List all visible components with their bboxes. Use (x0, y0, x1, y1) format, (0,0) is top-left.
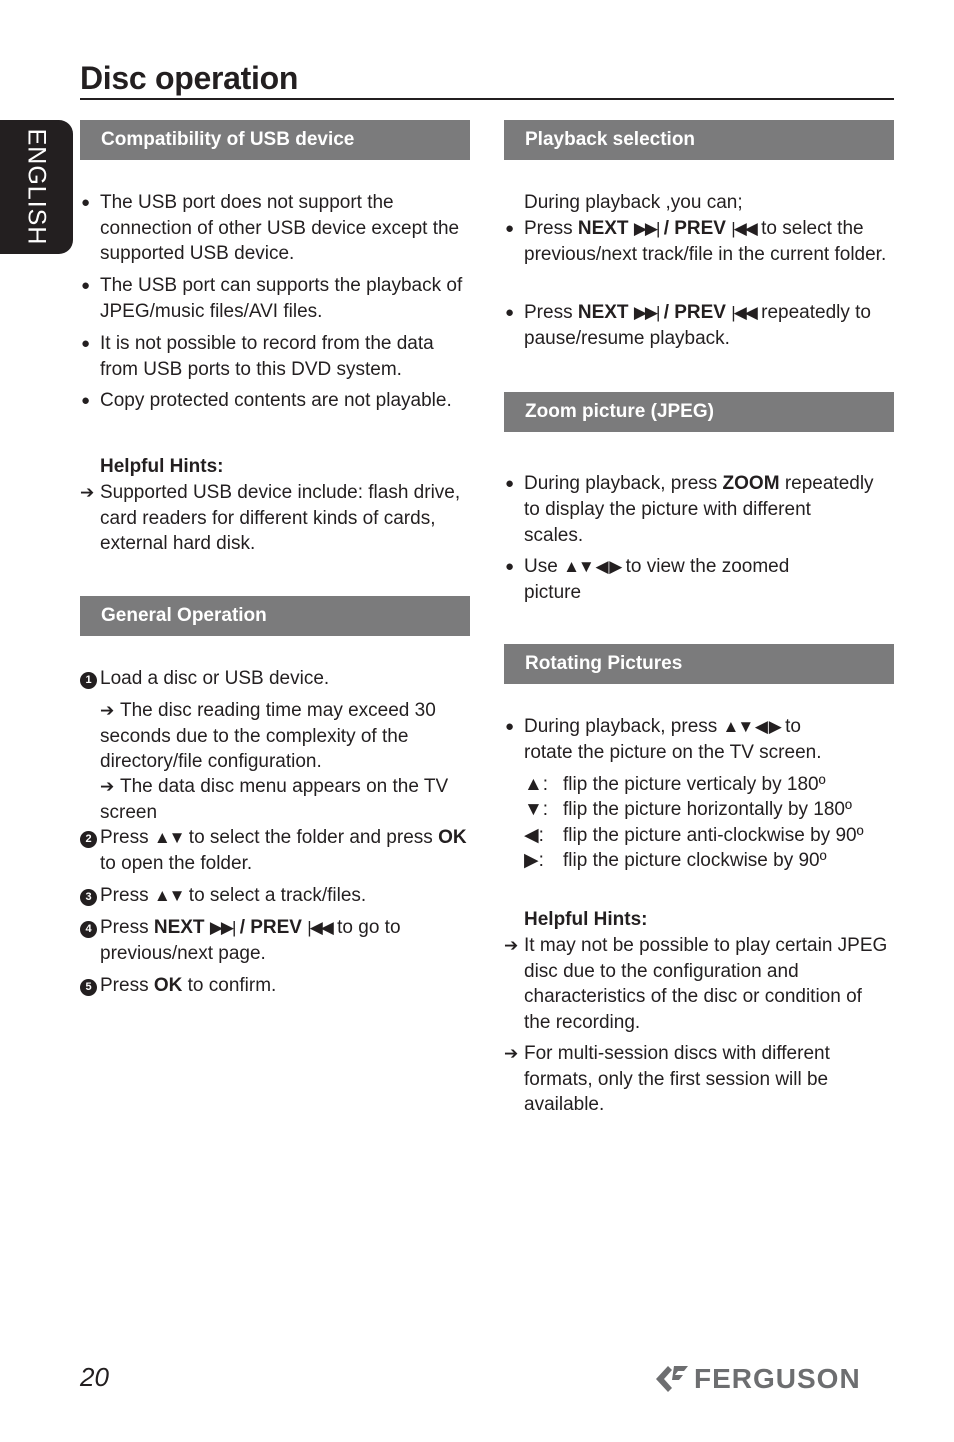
direction-arrows-icon: ▲▼ ◀ ▶ (722, 717, 780, 736)
step-4: Press NEXT ▶▶| / PREV |◀◀ to go to (100, 917, 401, 938)
step-1-note-2: The data disc menu appears on the TV screen (100, 776, 449, 823)
bullet-icon: ● (505, 304, 515, 321)
zoom-item-2: Use ▲▼ ◀ ▶ to view the zoomed (524, 556, 790, 577)
step-3: Press ▲▼ to select a track/files. (100, 885, 367, 906)
bullet-icon: ● (81, 335, 91, 352)
bullet-icon: ● (505, 475, 515, 492)
playback-intro: During playback ,you can; (524, 192, 743, 213)
step-2: Press ▲▼ to select the folder and press OK to open the folder. (100, 827, 467, 874)
usb-item-1: The USB port does not support the connection of other USB device except the supported USB device. (100, 192, 460, 264)
step-5: Press OK to confirm. (100, 975, 277, 996)
flip-up: flip the picture verticaly by 180º (563, 774, 826, 795)
flip-down: flip the picture horizontally by 180º (563, 799, 852, 820)
usb-hint: Supported USB device include: flash drive, card readers for different kinds of cards, external hard disk. (100, 482, 461, 554)
down-arrow-icon: ▼: (524, 799, 549, 820)
bullet-icon: ● (505, 558, 515, 575)
direction-arrows-icon: ▲▼ ◀ ▶ (563, 557, 621, 576)
prev-icon: |◀◀ (731, 303, 756, 322)
usb-item-4: Copy protected contents are not playable. (100, 390, 452, 411)
playback-section-header: Playback selection (504, 120, 894, 160)
rotate-section-header: Rotating Pictures (504, 644, 894, 684)
usb-hints-title: Helpful Hints: (100, 456, 224, 477)
step-4-icon: 4 (80, 921, 97, 938)
playback-item-2: Press NEXT ▶▶| / PREV |◀◀ repeatedly to (524, 302, 871, 323)
next-icon: ▶▶| (209, 918, 235, 937)
zoom-item-1-cont: to display the picture with different scales. (524, 499, 811, 546)
bullet-icon: ● (505, 220, 515, 237)
usb-section-header: Compatibility of USB device (80, 120, 470, 160)
bullet-icon: ● (81, 277, 91, 294)
title-divider (80, 98, 894, 100)
rotate-hint-1: It may not be possible to play certain JPEG disc due to the configuration and characteristics of the disc or condition of the recording. (524, 935, 888, 1033)
language-tab (0, 120, 73, 254)
arrow-icon: ➔ (504, 1044, 519, 1063)
usb-item-2: The USB port can supports the playback of JPEG/music files/AVI files. (100, 275, 463, 322)
next-icon: ▶▶| (633, 303, 659, 322)
step-4-cont: previous/next page. (100, 943, 266, 964)
left-arrow-icon: ◀: (524, 825, 544, 846)
step-5-icon: 5 (80, 979, 97, 996)
up-down-arrows-icon: ▲▼ (153, 886, 184, 905)
prev-icon: |◀◀ (307, 918, 332, 937)
zoom-section-header: Zoom picture (JPEG) (504, 392, 894, 432)
step-1-note-1: The disc reading time may exceed 30 seconds due to the complexity of the directory/file configuration. (100, 700, 436, 772)
bullet-icon: ● (81, 194, 91, 211)
rotate-hint-2: For multi-session discs with different formats, only the first session will be available. (524, 1043, 830, 1115)
step-3-icon: 3 (80, 889, 97, 906)
rotate-item: During playback, press ▲▼ ◀ ▶ to (524, 716, 801, 737)
rotate-item-cont: rotate the picture on the TV screen. (524, 742, 822, 763)
page-title: Disc operation (80, 60, 299, 96)
arrow-icon: ➔ (100, 777, 115, 796)
page-number: 20 (80, 1362, 109, 1392)
next-icon: ▶▶| (633, 219, 659, 238)
step-1: Load a disc or USB device. (100, 668, 330, 689)
zoom-item-1: During playback, press ZOOM repeatedly (524, 473, 874, 494)
language-tab-label: ENGLISH (22, 128, 51, 246)
flip-right: flip the picture clockwise by 90º (563, 850, 827, 871)
flip-left: flip the picture anti-clockwise by 90º (563, 825, 864, 846)
prev-icon: |◀◀ (731, 219, 756, 238)
brand-name: FERGUSON (694, 1363, 861, 1394)
usb-item-3: It is not possible to record from the data from USB ports to this DVD system. (100, 333, 434, 380)
bullet-icon: ● (81, 392, 91, 409)
rotate-hints-title: Helpful Hints: (524, 909, 648, 930)
ferguson-logo-icon (654, 1362, 690, 1396)
arrow-icon: ➔ (80, 483, 95, 502)
playback-item-1-cont: previous/next track/file in the current folder. (524, 244, 887, 265)
playback-item-2-cont: pause/resume playback. (524, 328, 730, 349)
ferguson-logo (654, 1362, 894, 1396)
step-1-icon: 1 (80, 672, 97, 689)
arrow-icon: ➔ (504, 936, 519, 955)
step-2-icon: 2 (80, 831, 97, 848)
playback-item-1: Press NEXT ▶▶| / PREV |◀◀ to select the (524, 218, 864, 239)
right-arrow-icon: ▶: (524, 850, 544, 871)
bullet-icon: ● (505, 718, 515, 735)
up-arrow-icon: ▲: (524, 774, 549, 795)
zoom-item-2-cont: picture (524, 582, 582, 603)
up-down-arrows-icon: ▲▼ (153, 828, 184, 847)
general-section-header: General Operation (80, 596, 470, 636)
arrow-icon: ➔ (100, 701, 115, 720)
